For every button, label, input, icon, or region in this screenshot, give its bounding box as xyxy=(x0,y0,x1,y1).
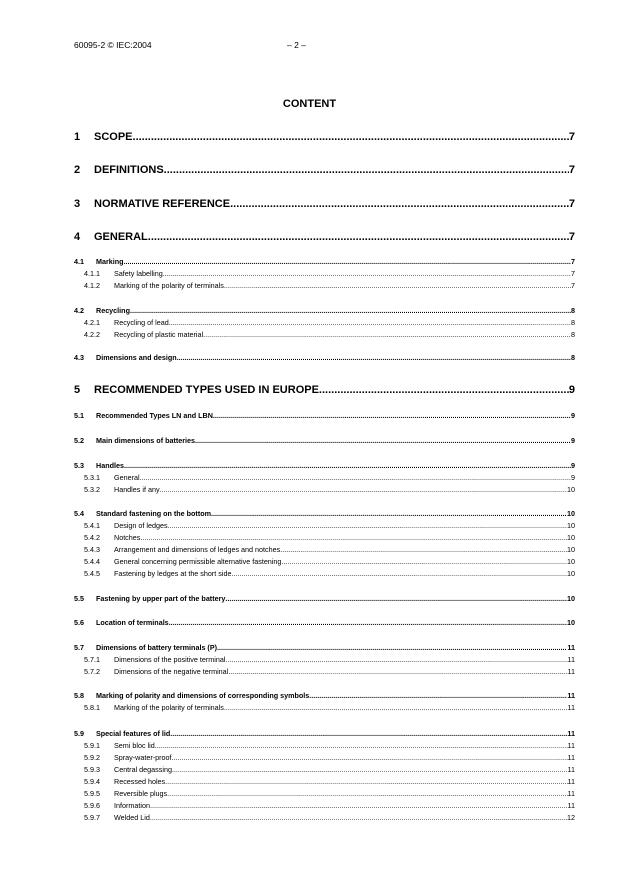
toc-entry-page: 7 xyxy=(568,198,575,210)
toc-entry-page: 10 xyxy=(567,557,575,566)
toc-entry-title: Recycling of lead xyxy=(114,318,169,327)
toc-entry-page: 11 xyxy=(567,643,575,652)
toc-entry-title: Dimensions and design xyxy=(96,353,177,362)
toc-entry-number: 5.4.4 xyxy=(84,557,100,566)
header-page-number: – 2 – xyxy=(287,40,306,50)
toc-leader-dots xyxy=(165,777,567,786)
toc-entry-title: RECOMMENDED TYPES USED IN EUROPE xyxy=(94,384,319,396)
toc-leader-dots xyxy=(172,765,568,774)
toc-entry-title: Marking xyxy=(96,257,124,266)
toc-entry-title: Special features of lid xyxy=(96,729,171,738)
toc-entry-page: 10 xyxy=(567,545,575,554)
toc-entry-number: 5.7 xyxy=(74,643,84,652)
toc-leader-dots xyxy=(224,703,568,712)
toc-entry[interactable] xyxy=(74,729,575,739)
toc-entry[interactable] xyxy=(74,667,575,677)
toc-entry-number: 5.9 xyxy=(74,729,84,738)
toc-entry-title: Central degassing xyxy=(114,765,172,774)
toc-entry-title: Handles xyxy=(96,461,124,470)
toc-entry-title: NORMATIVE REFERENCE xyxy=(94,198,231,210)
toc-entry-page: 7 xyxy=(568,231,575,243)
toc-entry-number: 5.4.1 xyxy=(84,521,100,530)
toc-entry-title: SCOPE xyxy=(94,131,133,143)
toc-entry-title: Marking of the polarity of terminals xyxy=(114,281,224,290)
toc-entry-page: 11 xyxy=(567,753,575,762)
toc-entry-page: 11 xyxy=(567,703,575,712)
toc-entry-title: Location of terminals xyxy=(96,618,169,627)
toc-entry[interactable] xyxy=(74,569,575,579)
toc-entry-title: Recommended Types LN and LBN xyxy=(96,411,213,420)
toc-leader-dots xyxy=(230,198,569,210)
toc-entry-number: 5 xyxy=(74,384,81,396)
toc-leader-dots xyxy=(203,330,571,339)
toc-entry[interactable] xyxy=(74,521,575,531)
toc-entry-page: 10 xyxy=(567,521,575,530)
toc-entry-title: Semi bloc lid xyxy=(114,741,155,750)
toc-entry-title: Dimensions of the negative terminal xyxy=(114,667,229,676)
toc-entry[interactable] xyxy=(74,594,575,604)
toc-entry-title: Reversible plugs xyxy=(114,789,168,798)
toc-leader-dots xyxy=(172,753,568,762)
toc-entry-page: 12 xyxy=(567,813,575,822)
toc-entry-number: 5.4.2 xyxy=(84,533,100,542)
toc-leader-dots xyxy=(163,269,571,278)
toc-entry[interactable] xyxy=(74,461,575,471)
toc-leader-dots xyxy=(228,667,567,676)
toc-entry-page: 7 xyxy=(568,131,575,143)
toc-entry-number: 5.3.1 xyxy=(84,473,100,482)
toc-entry[interactable] xyxy=(74,789,575,799)
toc-entry-page: 9 xyxy=(568,384,575,396)
toc-entry-title: Fastening by ledges at the short side xyxy=(114,569,232,578)
toc-entry-page: 11 xyxy=(567,777,575,786)
toc-entry-page: 11 xyxy=(567,801,575,810)
toc-entry-title: Marking of polarity and dimensions of corresponding symbols xyxy=(96,691,310,700)
toc-entry[interactable] xyxy=(74,384,575,398)
toc-entry[interactable] xyxy=(74,691,575,701)
toc-entry-number: 5.1 xyxy=(74,411,84,420)
toc-leader-dots xyxy=(231,569,567,578)
toc-entry[interactable] xyxy=(74,306,575,316)
toc-entry-page: 8 xyxy=(571,330,575,339)
toc-leader-dots xyxy=(160,485,567,494)
toc-entry-number: 4.2 xyxy=(74,306,84,315)
toc-leader-dots xyxy=(164,164,569,176)
toc-entry[interactable] xyxy=(74,813,575,823)
toc-entry[interactable] xyxy=(74,164,575,178)
toc-entry-number: 5.9.3 xyxy=(84,765,100,774)
toc-entry-page: 10 xyxy=(567,533,575,542)
toc-entry-number: 5.9.5 xyxy=(84,789,100,798)
toc-leader-dots xyxy=(140,473,571,482)
toc-entry-page: 11 xyxy=(567,655,575,664)
toc-entry-page: 10 xyxy=(567,594,575,603)
toc-entry-number: 4.2.1 xyxy=(84,318,100,327)
toc-entry-number: 4.2.2 xyxy=(84,330,100,339)
toc-leader-dots xyxy=(195,436,571,445)
toc-leader-dots xyxy=(169,318,571,327)
toc-entry-number: 5.9.4 xyxy=(84,777,100,786)
toc-entry-number: 5.6 xyxy=(74,618,84,627)
toc-entry-title: DEFINITIONS xyxy=(94,164,164,176)
toc-entry-number: 5.8 xyxy=(74,691,84,700)
toc-entry-number: 4 xyxy=(74,231,81,243)
toc-entry-number: 5.9.2 xyxy=(84,753,100,762)
toc-entry-page: 11 xyxy=(567,789,575,798)
toc-leader-dots xyxy=(155,741,568,750)
toc-entry-page: 7 xyxy=(571,269,575,278)
toc-entry-page: 7 xyxy=(571,281,575,290)
toc-entry[interactable] xyxy=(74,436,575,446)
toc-entry-title: Marking of the polarity of terminals xyxy=(114,703,224,712)
toc-leader-dots xyxy=(124,257,571,266)
toc-entry[interactable] xyxy=(74,557,575,567)
toc-entry[interactable] xyxy=(74,545,575,555)
toc-leader-dots xyxy=(177,353,571,362)
toc-entry-title: Recycling xyxy=(96,306,130,315)
toc-entry[interactable] xyxy=(74,533,575,543)
toc-entry-page: 9 xyxy=(571,461,575,470)
toc-entry[interactable] xyxy=(74,318,575,328)
toc-leader-dots xyxy=(140,533,567,542)
toc-entry-title: Dimensions of the positive terminal xyxy=(114,655,226,664)
toc-entry[interactable] xyxy=(74,618,575,628)
toc-entry[interactable] xyxy=(74,485,575,495)
toc-entry[interactable] xyxy=(74,131,575,145)
toc-entry-number: 5.4.5 xyxy=(84,569,100,578)
toc-leader-dots xyxy=(170,729,567,738)
toc-leader-dots xyxy=(211,509,567,518)
toc-entry-page: 9 xyxy=(571,436,575,445)
toc-entry-title: Standard fastening on the bottom xyxy=(96,509,211,518)
toc-entry-page: 7 xyxy=(571,257,575,266)
toc-leader-dots xyxy=(217,643,567,652)
toc-entry-title: Notches xyxy=(114,533,141,542)
toc-entry[interactable] xyxy=(74,198,575,212)
toc-leader-dots xyxy=(225,655,567,664)
toc-leader-dots xyxy=(213,411,571,420)
toc-leader-dots xyxy=(280,545,567,554)
toc-entry[interactable] xyxy=(74,741,575,751)
toc-entry-page: 8 xyxy=(571,318,575,327)
toc-entry-number: 5.3.2 xyxy=(84,485,100,494)
toc-entry[interactable] xyxy=(74,777,575,787)
toc-entry-number: 5.9.1 xyxy=(84,741,100,750)
toc-entry[interactable] xyxy=(74,257,575,267)
toc-entry-title: General concerning permissible alternative fastening xyxy=(114,557,282,566)
toc-entry[interactable] xyxy=(74,231,575,245)
toc-entry-title: Information xyxy=(114,801,150,810)
toc-leader-dots xyxy=(133,131,569,143)
page-title: CONTENT xyxy=(282,98,337,110)
toc-entry-page: 11 xyxy=(567,667,575,676)
toc-entry[interactable] xyxy=(74,703,575,713)
toc-entry[interactable] xyxy=(74,801,575,811)
toc-entry[interactable] xyxy=(74,473,575,483)
toc-entry-page: 9 xyxy=(571,411,575,420)
toc-entry-number: 4.1 xyxy=(74,257,84,266)
toc-entry-page: 11 xyxy=(567,691,575,700)
toc-entry-page: 9 xyxy=(571,473,575,482)
toc-entry-number: 5.9.6 xyxy=(84,801,100,810)
toc-entry-number: 5.7.1 xyxy=(84,655,100,664)
toc-entry[interactable] xyxy=(74,353,575,363)
toc-entry-title: Main dimensions of batteries xyxy=(96,436,196,445)
toc-entry-title: Arrangement and dimensions of ledges and notches xyxy=(114,545,281,554)
toc-entry-title: Dimensions of battery terminals (P) xyxy=(96,643,218,652)
toc-leader-dots xyxy=(124,461,571,470)
toc-entry-title: General xyxy=(114,473,140,482)
toc-entry-page: 11 xyxy=(567,741,575,750)
toc-entry-number: 4.3 xyxy=(74,353,84,362)
toc-leader-dots xyxy=(167,789,567,798)
toc-entry[interactable] xyxy=(74,281,575,291)
toc-entry[interactable] xyxy=(74,330,575,340)
toc-leader-dots xyxy=(224,281,571,290)
toc-leader-dots xyxy=(309,691,567,700)
toc-entry-page: 10 xyxy=(567,569,575,578)
toc-entry[interactable] xyxy=(74,753,575,763)
toc-entry-title: Spray-water-proof xyxy=(114,753,172,762)
toc-entry-page: 10 xyxy=(567,618,575,627)
toc-leader-dots xyxy=(130,306,571,315)
toc-entry-page: 10 xyxy=(567,509,575,518)
toc-entry-title: Recycling of plastic material xyxy=(114,330,204,339)
toc-leader-dots xyxy=(169,618,567,627)
toc-entry-number: 5.3 xyxy=(74,461,84,470)
toc-entry[interactable] xyxy=(74,643,575,653)
toc-entry[interactable] xyxy=(74,655,575,665)
toc-entry[interactable] xyxy=(74,509,575,519)
toc-entry-page: 11 xyxy=(567,765,575,774)
toc-entry-title: Fastening by upper part of the battery xyxy=(96,594,226,603)
toc-entry-title: Recessed holes xyxy=(114,777,166,786)
toc-entry-number: 5.5 xyxy=(74,594,84,603)
toc-leader-dots xyxy=(148,231,569,243)
toc-entry-page: 11 xyxy=(567,729,575,738)
toc-leader-dots xyxy=(225,594,567,603)
toc-entry-number: 5.4.3 xyxy=(84,545,100,554)
toc-entry-number: 1 xyxy=(74,131,81,143)
toc-entry[interactable] xyxy=(74,411,575,421)
toc-entry-title: Welded Lid xyxy=(114,813,150,822)
toc-entry-page: 7 xyxy=(568,164,575,176)
toc-entry-number: 5.7.2 xyxy=(84,667,100,676)
toc-entry-title: Design of ledges xyxy=(114,521,168,530)
toc-entry-number: 4.1.2 xyxy=(84,281,100,290)
toc-leader-dots xyxy=(319,384,569,396)
toc-entry-title: Safety labelling xyxy=(114,269,163,278)
toc-entry-title: Handles if any xyxy=(114,485,160,494)
toc-entry[interactable] xyxy=(74,765,575,775)
toc-leader-dots xyxy=(150,801,568,810)
toc-entry-number: 5.2 xyxy=(74,436,84,445)
toc-entry-page: 8 xyxy=(571,353,575,362)
toc-entry[interactable] xyxy=(74,269,575,279)
toc-entry-number: 4.1.1 xyxy=(84,269,100,278)
toc-entry-number: 3 xyxy=(74,198,81,210)
toc-entry-number: 5.8.1 xyxy=(84,703,100,712)
toc-leader-dots xyxy=(150,813,567,822)
toc-entry-page: 10 xyxy=(567,485,575,494)
header-doc-id: 60095-2 © IEC:2004 xyxy=(74,40,152,50)
toc-entry-number: 2 xyxy=(74,164,81,176)
toc-leader-dots xyxy=(281,557,567,566)
toc-entry-title: GENERAL xyxy=(94,231,148,243)
toc-entry-page: 8 xyxy=(571,306,575,315)
toc-entry-number: 5.9.7 xyxy=(84,813,100,822)
toc-entry-number: 5.4 xyxy=(74,509,84,518)
toc-leader-dots xyxy=(168,521,567,530)
